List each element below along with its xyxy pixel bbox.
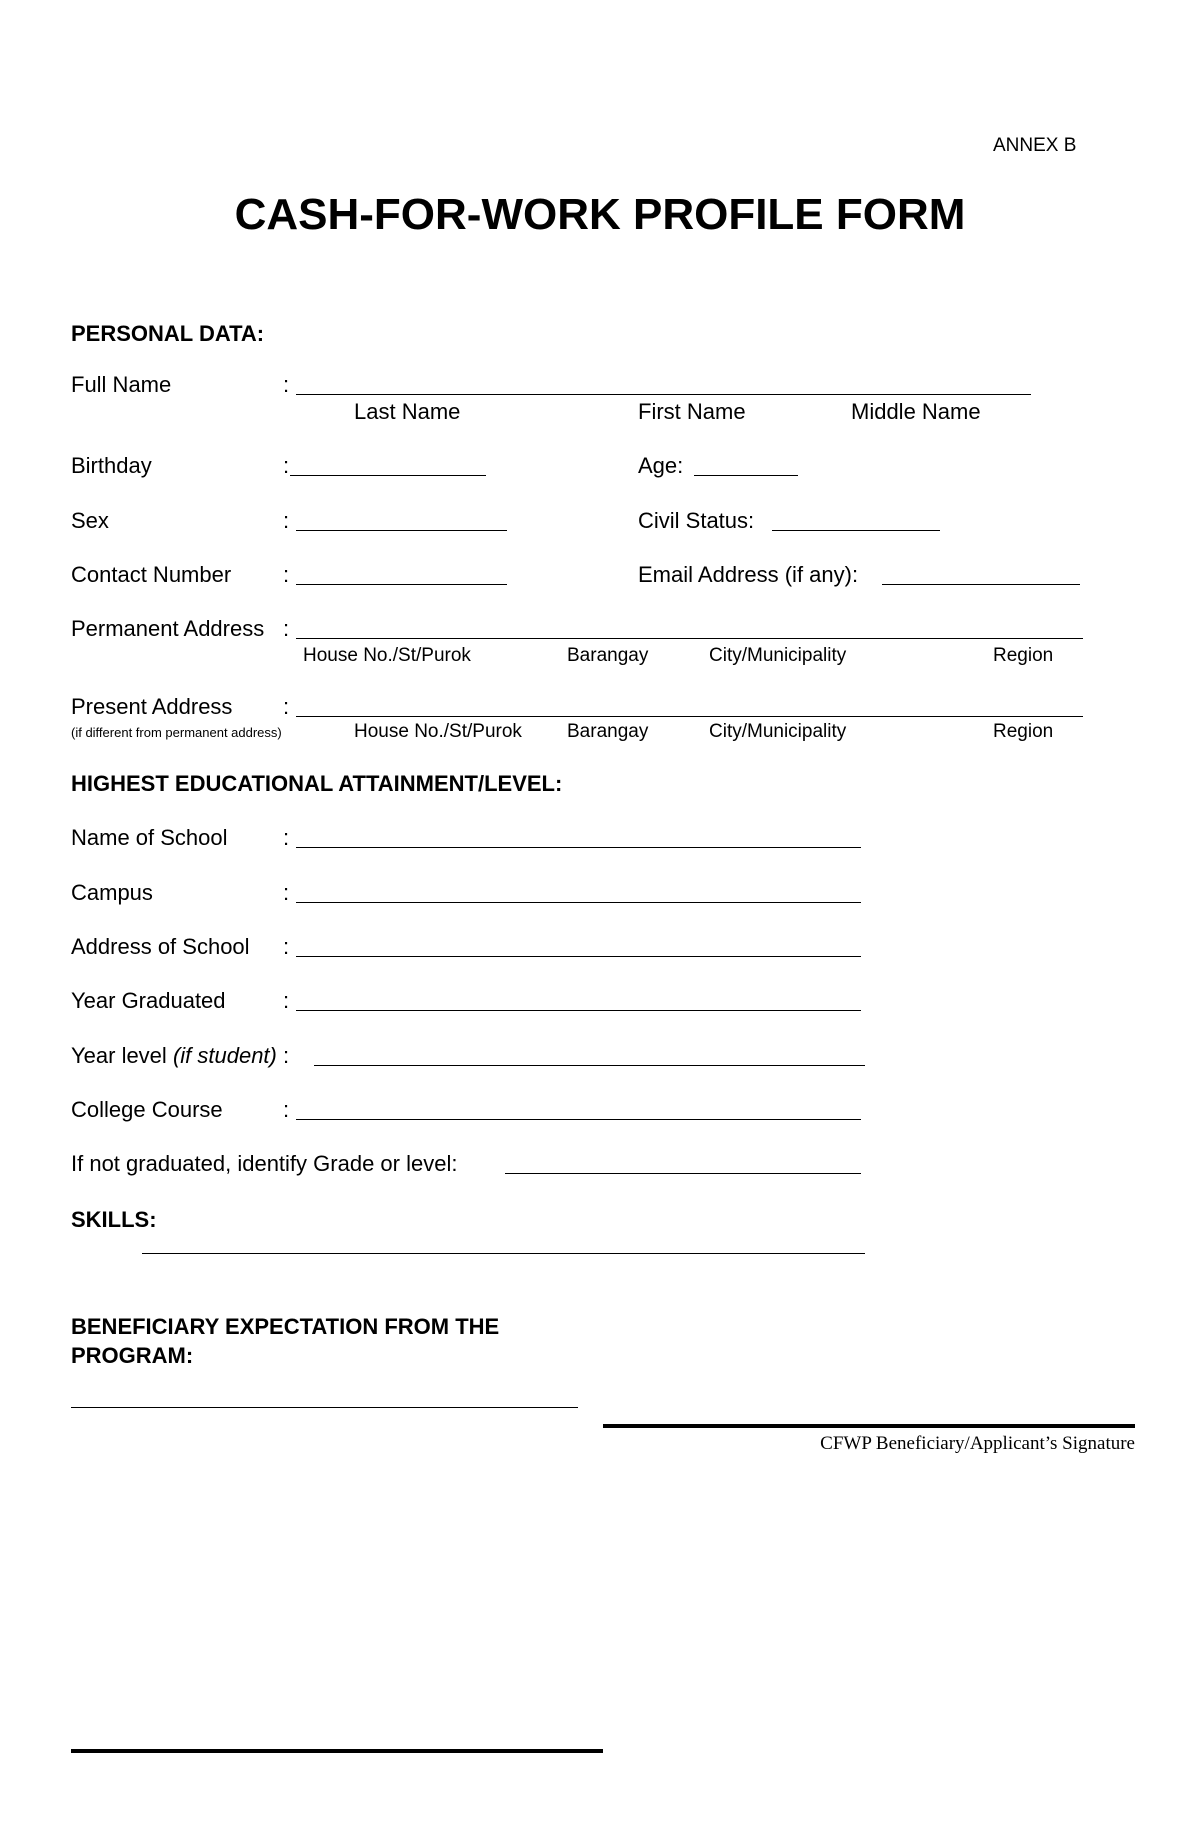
signature-line[interactable]: [603, 1424, 1135, 1428]
present-address-note: (if different from permanent address): [71, 725, 282, 740]
full-name-field[interactable]: [296, 394, 1031, 395]
contact-number-label: Contact Number: [71, 562, 232, 587]
school-address-colon: :: [283, 934, 290, 959]
permanent-address-label: Permanent Address: [71, 616, 265, 641]
year-graduated-field[interactable]: [296, 1010, 861, 1011]
full-name-colon: :: [283, 372, 290, 397]
expectation-field[interactable]: [71, 1407, 578, 1408]
personal-data-heading: PERSONAL DATA:: [71, 321, 265, 346]
year-level-text: Year level: [71, 1043, 167, 1068]
expectation-heading-line1: BENEFICIARY EXPECTATION FROM THE: [71, 1314, 500, 1339]
email-field[interactable]: [882, 584, 1080, 585]
birthday-colon: :: [283, 453, 290, 478]
email-label: Email Address (if any):: [638, 562, 859, 587]
skills-field[interactable]: [142, 1253, 865, 1254]
permanent-house-caption: House No./St/Purok: [303, 645, 471, 666]
skills-heading: SKILLS:: [71, 1207, 157, 1232]
present-address-colon: :: [283, 694, 290, 719]
permanent-address-colon: :: [283, 616, 290, 641]
age-label: Age:: [638, 453, 684, 478]
campus-field[interactable]: [296, 902, 861, 903]
not-graduated-label: If not graduated, identify Grade or level:: [71, 1151, 458, 1176]
sex-colon: :: [283, 508, 290, 533]
sex-field[interactable]: [296, 530, 507, 531]
expectation-heading-line2: PROGRAM:: [71, 1343, 194, 1368]
school-address-label: Address of School: [71, 934, 250, 959]
birthday-label: Birthday: [71, 453, 152, 478]
present-address-field[interactable]: [296, 716, 1083, 717]
college-course-label: College Course: [71, 1097, 223, 1122]
civil-status-label: Civil Status:: [638, 508, 755, 533]
college-course-field[interactable]: [296, 1119, 861, 1120]
permanent-city-caption: City/Municipality: [709, 645, 847, 666]
signature-caption: CFWP Beneficiary/Applicant’s Signature: [820, 1433, 1135, 1454]
full-name-label: Full Name: [71, 372, 172, 397]
permanent-address-field[interactable]: [296, 638, 1083, 639]
contact-number-field[interactable]: [296, 584, 507, 585]
education-heading: HIGHEST EDUCATIONAL ATTAINMENT/LEVEL:: [71, 771, 563, 796]
form-title: CASH-FOR-WORK PROFILE FORM: [234, 190, 966, 239]
sex-label: Sex: [71, 508, 109, 533]
middle-name-caption: Middle Name: [851, 399, 981, 424]
school-name-label: Name of School: [71, 825, 228, 850]
year-level-note: (if student): [172, 1043, 277, 1068]
age-field[interactable]: [694, 475, 798, 476]
not-graduated-field[interactable]: [505, 1173, 861, 1174]
year-graduated-colon: :: [283, 988, 290, 1013]
permanent-barangay-caption: Barangay: [567, 645, 649, 666]
first-name-caption: First Name: [638, 399, 746, 424]
birthday-field[interactable]: [290, 475, 486, 476]
contact-number-colon: :: [283, 562, 290, 587]
bottom-divider: [71, 1749, 603, 1753]
last-name-caption: Last Name: [354, 399, 461, 424]
present-region-caption: Region: [993, 721, 1054, 742]
college-course-colon: :: [283, 1097, 290, 1122]
year-level-label: [71, 1045, 289, 1067]
school-address-field[interactable]: [296, 956, 861, 957]
year-level-colon: :: [283, 1043, 290, 1068]
campus-colon: :: [283, 880, 290, 905]
present-barangay-caption: Barangay: [567, 721, 649, 742]
year-level-field[interactable]: [314, 1065, 865, 1066]
present-address-label: Present Address: [71, 694, 233, 719]
school-name-field[interactable]: [296, 847, 861, 848]
permanent-region-caption: Region: [993, 645, 1054, 666]
school-name-colon: :: [283, 825, 290, 850]
civil-status-field[interactable]: [772, 530, 940, 531]
present-city-caption: City/Municipality: [709, 721, 847, 742]
campus-label: Campus: [71, 880, 153, 905]
present-house-caption: House No./St/Purok: [354, 721, 522, 742]
year-graduated-label: Year Graduated: [71, 988, 226, 1013]
annex-label: ANNEX B: [993, 135, 1077, 156]
